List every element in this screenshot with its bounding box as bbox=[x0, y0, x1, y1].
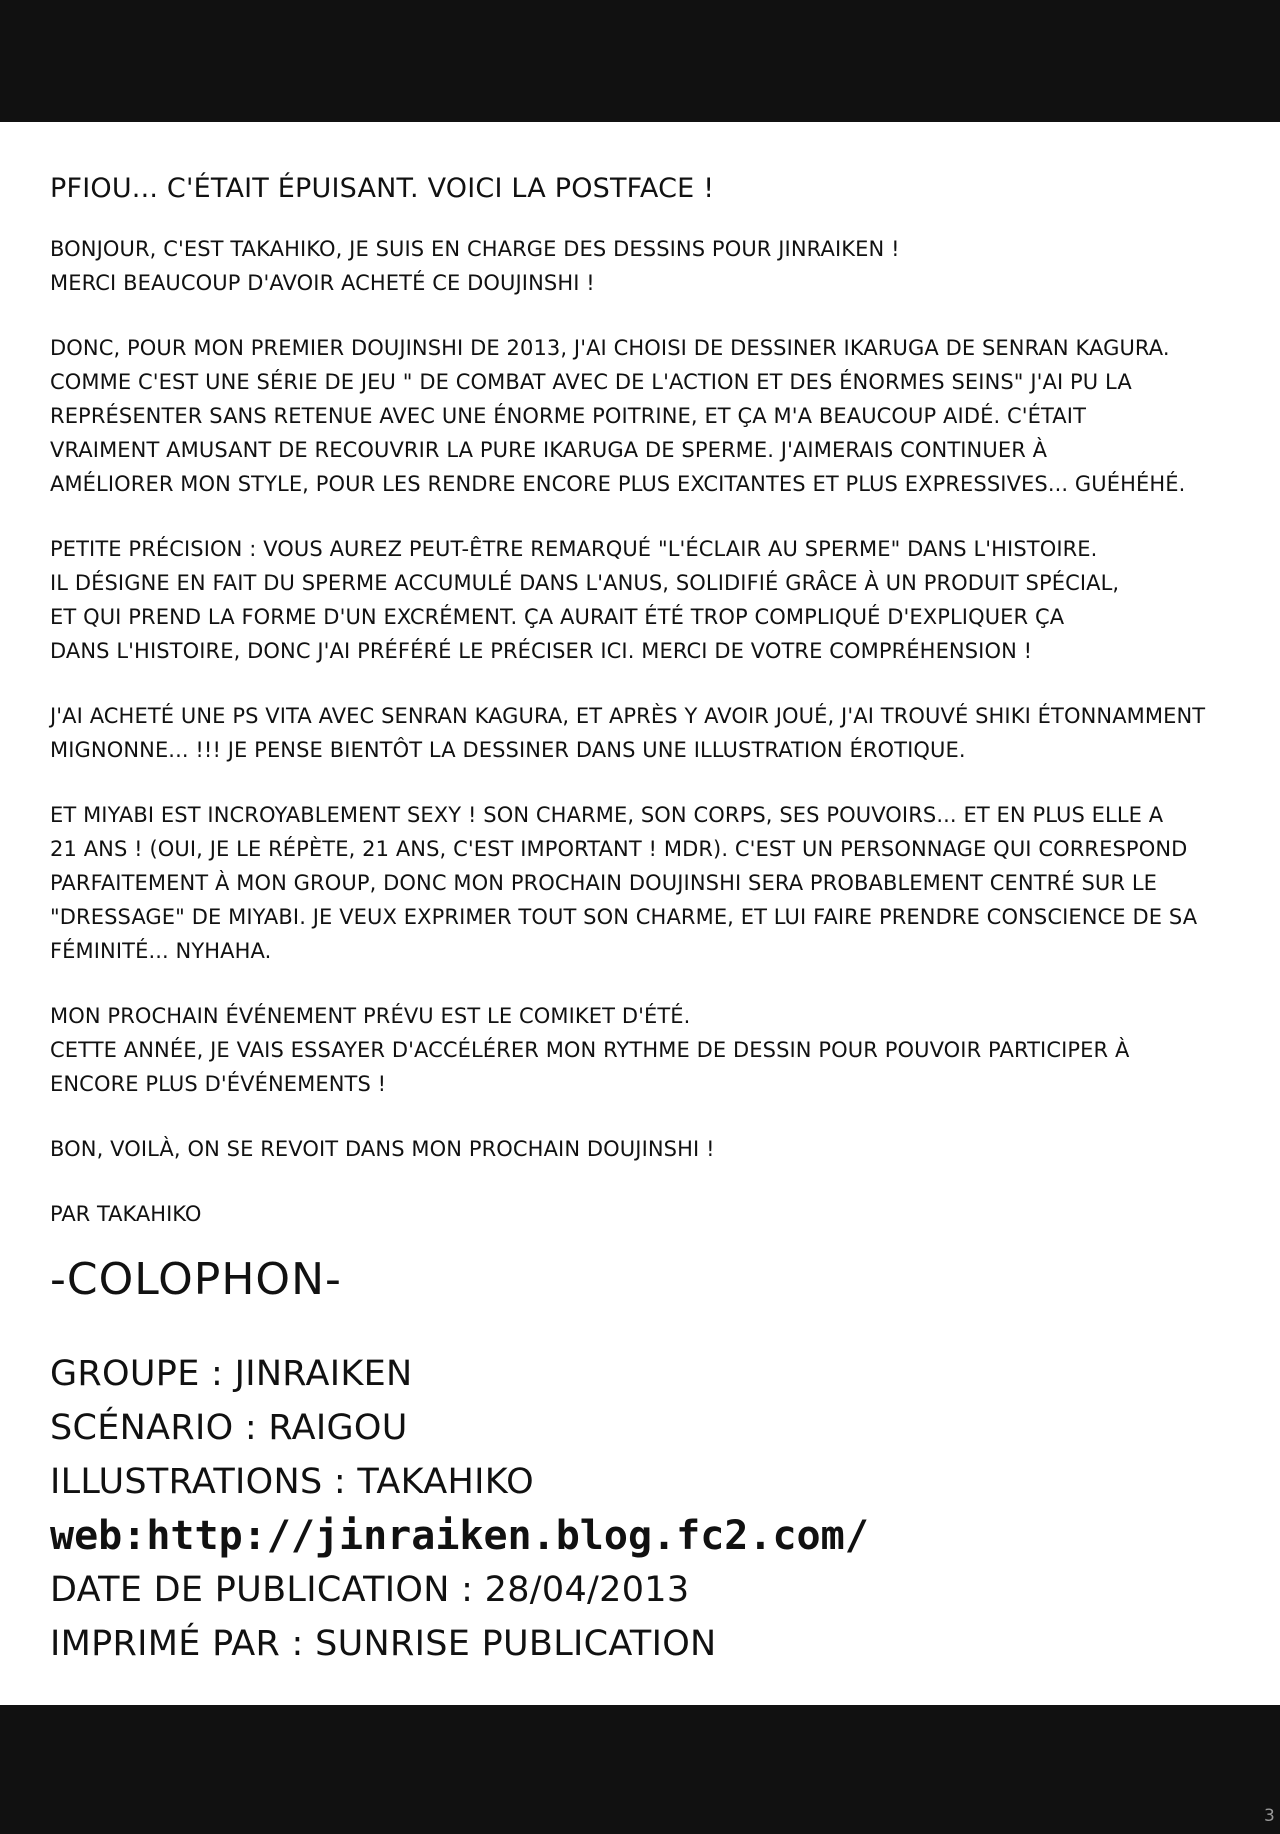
colophon-illustrations: ILLUSTRATIONS : TAKAHIKO bbox=[50, 1462, 534, 1502]
text-line: MIGNONNE... !!! JE PENSE BIENTÔT LA DESSINER DANS UNE ILLUSTRATION ÉROTIQUE. bbox=[50, 738, 966, 762]
text-line: IL DÉSIGNE EN FAIT DU SPERME ACCUMULÉ DANS L'ANUS, SOLIDIFIÉ GRÂCE À UN PRODUIT SPÉCIAL, bbox=[50, 571, 1120, 595]
paragraph-next-event bbox=[50, 999, 1250, 1101]
text-line: COMME C'EST UNE SÉRIE DE JEU " DE COMBAT AVEC DE L'ACTION ET DES ÉNORMES SEINS" J'AI PU LA bbox=[50, 370, 1132, 394]
text-line: CETTE ANNÉE, JE VAIS ESSAYER D'ACCÉLÉRER MON RYTHME DE DESSIN POUR POUVOIR PARTICIPER À bbox=[50, 1038, 1130, 1062]
text-line: DONC, POUR MON PREMIER DOUJINSHI DE 2013, J'AI CHOISI DE DESSINER IKARUGA DE SENRAN KAGURA. bbox=[50, 336, 1170, 360]
page-content bbox=[50, 160, 1250, 1671]
text-line: BONJOUR, C'EST TAKAHIKO, JE SUIS EN CHARGE DES DESSINS POUR JINRAIKEN ! bbox=[50, 237, 900, 261]
page-number: 3 bbox=[1264, 1806, 1275, 1826]
text-line: 21 ANS ! (OUI, JE LE RÉPÈTE, 21 ANS, C'EST IMPORTANT ! MDR). C'EST UN PERSONNAGE QUI CORRESPOND bbox=[50, 837, 1188, 861]
top-black-band bbox=[0, 0, 1280, 122]
colophon-groupe: GROUPE : JINRAIKEN bbox=[50, 1354, 413, 1394]
colophon-web-url: web:http://jinraiken.blog.fc2.com/ bbox=[50, 1513, 869, 1559]
text-line: VRAIMENT AMUSANT DE RECOUVRIR LA PURE IKARUGA DE SPERME. J'AIMERAIS CONTINUER À bbox=[50, 438, 1048, 462]
text-line: ET QUI PREND LA FORME D'UN EXCRÉMENT. ÇA AURAIT ÉTÉ TROP COMPLIQUÉ D'EXPLIQUER ÇA bbox=[50, 605, 1065, 629]
postface-title: PFIOU... C'ÉTAIT ÉPUISANT. VOICI LA POSTFACE ! bbox=[50, 173, 715, 204]
text-line: MERCI BEAUCOUP D'AVOIR ACHETÉ CE DOUJINSHI ! bbox=[50, 271, 595, 295]
text-line: MON PROCHAIN ÉVÉNEMENT PRÉVU EST LE COMIKET D'ÉTÉ. bbox=[50, 1004, 691, 1028]
paragraph-ikaruga bbox=[50, 331, 1250, 501]
text-line: "DRESSAGE" DE MIYABI. JE VEUX EXPRIMER TOUT SON CHARME, ET LUI FAIRE PRENDRE CONSCIENCE DE SA bbox=[50, 905, 1198, 929]
bottom-black-band bbox=[0, 1705, 1280, 1834]
text-line: REPRÉSENTER SANS RETENUE AVEC UNE ÉNORME POITRINE, ET ÇA M'A BEAUCOUP AIDÉ. C'ÉTAIT bbox=[50, 404, 1086, 428]
text-line: PARFAITEMENT À MON GROUP, DONC MON PROCHAIN DOUJINSHI SERA PROBABLEMENT CENTRÉ SUR LE bbox=[50, 871, 1158, 895]
colophon-title: -COLOPHON- bbox=[50, 1254, 342, 1305]
text-line: AMÉLIORER MON STYLE, POUR LES RENDRE ENCORE PLUS EXCITANTES ET PLUS EXPRESSIVES... GUÉHÉHÉ. bbox=[50, 472, 1186, 496]
signature: PAR TAKAHIKO bbox=[50, 1202, 202, 1226]
text-line: BON, VOILÀ, ON SE REVOIT DANS MON PROCHAIN DOUJINSHI ! bbox=[50, 1137, 715, 1161]
text-line: ENCORE PLUS D'ÉVÉNEMENTS ! bbox=[50, 1072, 387, 1096]
paragraph-greeting bbox=[50, 232, 1250, 300]
paragraph-ps-vita bbox=[50, 699, 1250, 767]
paragraph-miyabi bbox=[50, 798, 1250, 968]
colophon-date: DATE DE PUBLICATION : 28/04/2013 bbox=[50, 1570, 690, 1610]
colophon-imprime: IMPRIMÉ PAR : SUNRISE PUBLICATION bbox=[50, 1624, 717, 1664]
text-line: J'AI ACHETÉ UNE PS VITA AVEC SENRAN KAGURA, ET APRÈS Y AVOIR JOUÉ, J'AI TROUVÉ SHIKI ÉTONNAMMENT bbox=[50, 704, 1206, 728]
text-line: ET MIYABI EST INCROYABLEMENT SEXY ! SON CHARME, SON CORPS, SES POUVOIRS... ET EN PLUS ELLE A bbox=[50, 803, 1164, 827]
text-line: PETITE PRÉCISION : VOUS AUREZ PEUT-ÊTRE REMARQUÉ "L'ÉCLAIR AU SPERME" DANS L'HISTOIRE. bbox=[50, 537, 1098, 561]
paragraph-farewell bbox=[50, 1132, 1250, 1166]
paragraph-precision bbox=[50, 532, 1250, 668]
text-line: FÉMINITÉ... NYHAHA. bbox=[50, 939, 272, 963]
colophon-scenario: SCÉNARIO : RAIGOU bbox=[50, 1408, 408, 1448]
text-line: DANS L'HISTOIRE, DONC J'AI PRÉFÉRÉ LE PRÉCISER ICI. MERCI DE VOTRE COMPRÉHENSION ! bbox=[50, 639, 1033, 663]
